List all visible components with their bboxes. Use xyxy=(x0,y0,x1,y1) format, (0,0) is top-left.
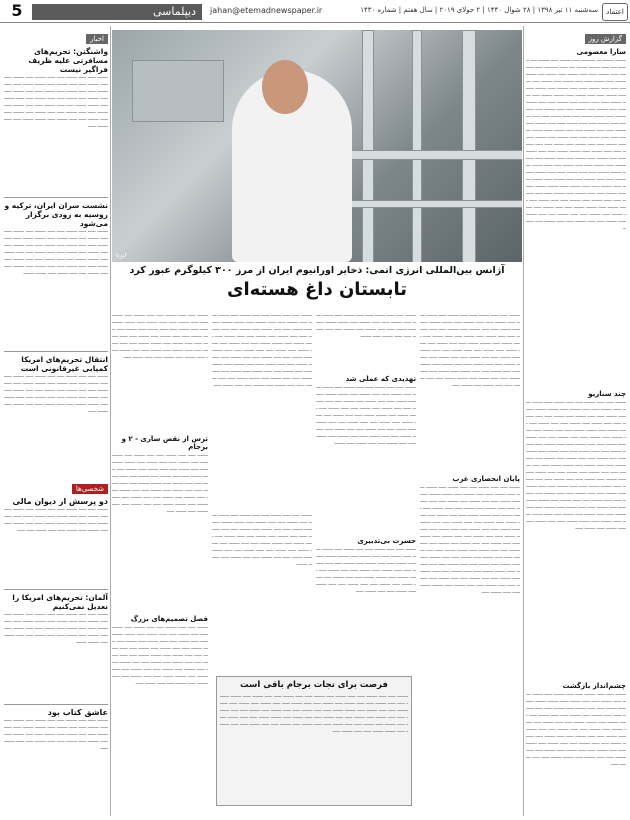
body-text: ـــــــ ـــــ ـــــ ـــــــ ـــــ ـــــ ـــــــ ـــــ ـــــــ ـــــ ـــــ ـــــــ ـــــ ـــــ ـــــــ ـــــ ـــــــ ـــــــ ـــــ ـــــ ـــــــ ـــــ ـــــ ـــــــ ـــــ ـــــــ ـــــ ـــــ ـــــــ ـــــ ـــــ ـــــــ ـــــ ـــــــ ـــــ ـــــ ـــــــ ـــــ ـــــ ـــــــ ـــــ ـــــــ ـــــــ ـــــ ـــــ ـــــــ ـــــ ـــــ ـــــــ ـــــ ـــــــ ـــــ xyxy=(4,373,108,414)
column-kicker: گزارش روز xyxy=(585,34,626,44)
subhead: فصل تصمیم‌های بزرگ xyxy=(130,615,208,623)
story-divider xyxy=(4,197,108,198)
page-number: 5 xyxy=(11,1,23,20)
body-text: ـــــــ ـــــ ـــــ ـــــــ ـــــ ـــــ ـــــــ ـــــ ـــــــ ـــــ ـــــ ـــــــ ـــــ ـــــ ـــــــ ـــــ ـــــــ ـــــــ ـــــ ـــــ ـــــــ ـــــ ـــــ ـــــــ ـــــ ـــــــ ـــــ ـــــ ـــــــ ـــــ ـــــ ـــــــ ـــــ ـــــــ ـــــ ـــــ ـــــــ ـــــ ـــــ ـــــــ ـــــ ـــــــ ـــــــ ـــــ ـــــ ـــــــ ـــــ ـــــ ـــــــ ـــــ ـــــــ ـــــ ـــــ ـــــــ ـــــ ـــــ ـــــــ ـــــ ـــــــ ـــــ ـــــ ـــــــ ـــــ ـــــ ـــــــ ـــــ ـــــــ ـــــــ xyxy=(4,228,108,276)
column-rule xyxy=(523,26,524,816)
body-text: ـــــــ ـــــ ـــــ ـــــــ ـــــ ـــــ ـــــــ ـــــ ـــــــ ـــــ ـــــ ـــــــ ـــــ ـــــ ـــــــ ـــــ ـــــــ ـــــــ ـــــ ـــــ ـــــــ ـــــ ـــــ ـــــــ ـــــ ـــــــ ـــــ ـــــ ـــــــ ـــــ ـــــ ـــــــ ـــــ ـــــــ ـــــ ـــــ ـــــــ ـــــ ـــــ ـــــــ ـــــ ـــــــ ـــــــ ـــــ ـــــ ـــــــ ـــــ ـــــ ـــــــ ـــــ ـــــــ ـــــ ـــــ ـــــــ ـــــ ـــــ ـــــــ ـــــ ـــــــ ـــــ ـــــ ـــــــ ـــــ ـــــ ـــــــ ـــــ ـــــــ ـــــــ ـــــ ـــــ ـــــــ ـــــ ـــــ ـــــــ ـــــ ـــــــ ـــــ xyxy=(112,452,208,514)
body-text: ـــــــ ـــــ ـــــ ـــــــ ـــــ ـــــ ـــــــ ـــــ ـــــــ ـــــ ـــــ ـــــــ ـــــ ـــــ ـــــــ ـــــ ـــــــ ـــــــ ـــــ ـــــ ـــــــ ـــــ ـــــ ـــــــ ـــــ ـــــــ ـــــ ـــــ ـــــــ ـــــ ـــــ ـــــــ ـــــ ـــــــ xyxy=(316,312,416,339)
byline: سارا معصومی xyxy=(576,48,626,56)
story-headline: دو پرسش از دیوان مالی xyxy=(12,497,108,506)
body-text: ـــــــ ـــــ ـــــ ـــــــ ـــــ ـــــ ـــــــ ـــــ ـــــــ ـــــ ـــــ ـــــــ ـــــ ـــــ ـــــــ ـــــ ـــــــ ـــــــ ـــــ ـــــ ـــــــ ـــــ ـــــ ـــــــ ـــــ ـــــــ ـــــ ـــــ ـــــــ ـــــ ـــــ ـــــــ ـــــ ـــــــ ـــــ ـــــ ـــــــ ـــــ ـــــ ـــــــ ـــــ ـــــــ ـــــــ ـــــ ـــــ ـــــــ ـــــ ـــــ ـــــــ ـــــ ـــــــ ـــــ ـــــ ـــــــ ـــــ ـــــ ـــــــ ـــــ ـــــــ ـــــ ـــــ ـــــــ ـــــ ـــــ ـــــــ ـــــ ـــــــ ـــــــ ـــــ ـــــ ـــــــ ـــــ ـــــ ـــــــ ـــــ ـــــــ ـــــ ـــــ ـــــــ ـــــ ـــــ ـــــــ ـــــ ـــــــ xyxy=(316,384,416,446)
body-text: ـــــــ ـــــ ـــــ ـــــــ ـــــ ـــــ ـــــــ ـــــ ـــــــ ـــــ ـــــ ـــــــ ـــــ ـــــ ـــــــ ـــــ ـــــــ ـــــــ ـــــ ـــــ ـــــــ ـــــ ـــــ ـــــــ ـــــ ـــــــ ـــــ ـــــ ـــــــ ـــــ ـــــ ـــــــ ـــــ ـــــــ ـــــ ـــــ ـــــــ ـــــ ـــــ ـــــــ ـــــ ـــــــ ـــــــ ـــــ ـــــ ـــــــ ـــــ ـــــ ـــــــ ـــــ ـــــــ ـــــ ـــــ ـــــــ ـــــ ـــــ ـــــــ ـــــ ـــــــ ـــــ ـــــ ـــــــ ـــــ ـــــ ـــــــ ـــــ ـــــــ ـــــــ ـــــ ـــــ ـــــــ ـــــ ـــــ ـــــــ ـــــ ـــــــ ـــــ ـــــ ـــــــ ـــــ xyxy=(112,624,208,686)
story-headline: عاشق کتاب بود xyxy=(47,708,108,717)
article-column-1 xyxy=(420,312,520,812)
subhead: تهدیدی که عملی شد xyxy=(345,375,416,383)
left-column xyxy=(4,26,108,816)
main-headline-block xyxy=(112,262,522,300)
right-column xyxy=(526,26,626,816)
box-title: فرصت برای نجات برجام باقی است xyxy=(240,680,388,690)
body-text: ـــــــ ـــــ ـــــ ـــــــ ـــــ ـــــ ـــــــ ـــــ ـــــــ ـــــ ـــــ ـــــــ ـــــ ـــــ ـــــــ ـــــ ـــــــ ـــــــ ـــــ ـــــ ـــــــ ـــــ ـــــ ـــــــ ـــــ ـــــــ ـــــ ـــــ ـــــــ ـــــ ـــــ ـــــــ ـــــ ـــــــ ـــــ ـــــ ـــــــ ـــــ ـــــ ـــــــ ـــــ ـــــــ ـــــــ ـــــ ـــــ ـــــــ ـــــ ـــــ ـــــــ ـــــ ـــــــ ـــــ ـــــ ـــــــ ـــــ ـــــ ـــــــ ـــــ ـــــــ ـــــ ـــــ ـــــــ ـــــ ـــــ ـــــــ ـــــ ـــــــ ـــــــ xyxy=(212,512,312,567)
story-divider xyxy=(4,704,108,705)
section-title: دیپلماسی xyxy=(32,4,202,20)
body-text: ـــــــ ـــــ ـــــ ـــــــ ـــــ ـــــ ـــــــ ـــــ ـــــــ ـــــ ـــــ ـــــــ ـــــ ـــــ ـــــــ ـــــ ـــــــ ـــــــ ـــــ ـــــ ـــــــ ـــــ ـــــ ـــــــ ـــــ ـــــــ ـــــ ـــــ ـــــــ ـــــ ـــــ ـــــــ ـــــ ـــــــ ـــــ ـــــ ـــــــ ـــــ ـــــ ـــــــ ـــــ xyxy=(4,717,108,751)
body-text: ـــــــ ـــــ ـــــ ـــــــ ـــــ ـــــ ـــــــ ـــــ ـــــــ ـــــ ـــــ ـــــــ ـــــ ـــــ ـــــــ ـــــ ـــــــ ـــــــ ـــــ ـــــ ـــــــ ـــــ ـــــ ـــــــ ـــــ ـــــــ ـــــ ـــــ ـــــــ ـــــ ـــــ ـــــــ ـــــ ـــــــ ـــــ ـــــ ـــــــ ـــــ ـــــ ـــــــ ـــــ ـــــــ ـــــــ ـــــ ـــــ ـــــــ ـــــ ـــــ ـــــــ ـــــ ـــــــ ـــــ ـــــ ـــــــ ـــــ ـــــ ـــــــ ـــــ ـــــــ ـــــ ـــــ ـــــــ ـــــ ـــــ ـــــــ ـــــ ـــــــ ـــــــ ـــــ ـــــ ـــــــ ـــــ ـــــ ـــــــ ـــــ ـــــــ ـــــ ـــــ ـــــــ ـــــ ـــــ ـــــــ ـــــ ـــــــ ـــــ ـــــ ـــــــ ـــــ ـــــ ـــــــ ـــــ ـــــــ ـــــــ ـــــ ـــــ ـــــــ ـــــ ـــــ ـــــــ ـــــ ـــــــ ـــــ ـــــ ـــــــ ـــــ ـــــ ـــــــ ـــــ ـــــــ ـــــ ـــــ ـــــــ ـــــ ـــــ ـــــــ ـــــ ـــــــ ـــــــ ـــــ ـــــ ـــــــ ـــــ ـــــ ـــــــ ـــــ ـــــــ ـــــ ـــــ ـــــــ ـــــ ـــــ ـــــــ ـــــ ـــــــ ـــــ ـــــ ـــــــ ـــــ ـــــ ـــــــ ـــــ ـــــــ ـــــــ ـــــ ـــــ ـــــــ ـــــ ـــــ ـــــــ ـــــ ـــــــ ـــــ ـــــ ـــــــ ـــــ ـــــ ـــــــ ـــــ ـــــــ ـــــ ـــــ ـــــــ ـــــ ـــــ ـــــــ ـــــ ـــــــ ـــــــ ـــــ ـــــ ـــــــ ـــــ ـــــ ـــــــ ـــــ ـــــــ ـــــ xyxy=(526,399,626,531)
masthead xyxy=(0,0,630,22)
subhead-scenarios: چند سناریو xyxy=(588,390,626,398)
body-text: ـــــــ ـــــ ـــــ ـــــــ ـــــ ـــــ ـــــــ ـــــ ـــــــ ـــــ ـــــ ـــــــ ـــــ ـــــ ـــــــ ـــــ ـــــــ ـــــــ ـــــ ـــــ ـــــــ ـــــ ـــــ ـــــــ ـــــ ـــــــ ـــــ ـــــ ـــــــ ـــــ ـــــ ـــــــ ـــــ ـــــــ ـــــ ـــــ ـــــــ ـــــ ـــــ ـــــــ ـــــ ـــــــ ـــــــ ـــــ ـــــ ـــــــ ـــــ ـــــ ـــــــ ـــــ ـــــــ ـــــ ـــــ ـــــــ ـــــ ـــــ ـــــــ ـــــ ـــــــ ـــــ ـــــ ـــــــ ـــــ ـــــ ـــــــ ـــــ ـــــــ ـــــــ ـــــ ـــــ ـــــــ ـــــ xyxy=(4,74,108,129)
column-rule xyxy=(110,26,111,816)
body-text: ـــــــ ـــــ ـــــ ـــــــ ـــــ ـــــ ـــــــ ـــــ ـــــــ ـــــ ـــــ ـــــــ ـــــ ـــــ ـــــــ ـــــ ـــــــ ـــــــ ـــــ ـــــ ـــــــ ـــــ ـــــ ـــــــ ـــــ ـــــــ ـــــ ـــــ ـــــــ ـــــ ـــــ ـــــــ ـــــ ـــــــ ـــــ ـــــ ـــــــ ـــــ ـــــ ـــــــ ـــــ ـــــــ ـــــــ ـــــ ـــــ ـــــــ ـــــ ـــــ ـــــــ ـــــ ـــــــ ـــــ ـــــ ـــــــ ـــــ ـــــ ـــــــ ـــــ ـــــــ ـــــ ـــــ ـــــــ ـــــ ـــــ ـــــــ ـــــ ـــــــ ـــــــ ـــــ ـــــ ـــــــ ـــــ ـــــ ـــــــ ـــــ ـــــــ ـــــ ـــــ ـــــــ ـــــ ـــــ ـــــــ ـــــ ـــــــ ـــــ ـــــ ـــــــ ـــــ ـــــ ـــــــ ـــــ ـــــــ ـــــــ ـــــ ـــــ ـــــــ ـــــ ـــــ ـــــــ ـــــ ـــــــ ـــــ ـــــ ـــــــ ـــــ xyxy=(212,312,312,388)
opinion-kicker: شخصی‌ها xyxy=(72,484,108,494)
box-text: ـــــــ ـــــ ـــــ ـــــــ ـــــ ـــــ ـــــــ ـــــ ـــــــ ـــــ ـــــ ـــــــ ـــــ ـــــ ـــــــ ـــــ ـــــــ ـــــــ ـــــ ـــــ ـــــــ ـــــ ـــــ ـــــــ ـــــ ـــــــ ـــــ ـــــ ـــــــ ـــــ ـــــ ـــــــ ـــــ ـــــــ ـــــ ـــــ ـــــــ ـــــ ـــــ ـــــــ ـــــ ـــــــ ـــــــ ـــــ ـــــ ـــــــ ـــــ ـــــ ـــــــ ـــــ ـــــــ ـــــ ـــــ ـــــــ ـــــ ـــــ ـــــــ ـــــ ـــــــ ـــــ ـــــ ـــــــ ـــــ ـــــ ـــــــ ـــــ ـــــــ ـــــــ ـــــ ـــــ ـــــــ ـــــ ـــــ ـــــــ ـــــ ـــــــ ـــــ ـــــ ـــــــ ـــــ ـــــ ـــــــ ـــــ ـــــــ ـــــ ـــــ ـــــــ ـــــ ـــــ ـــــــ ـــــ ـــــــ ـــــــ ـــــ ـــــ ـــــــ ـــــ xyxy=(220,693,408,734)
story-headline: واشنگتن: تحریم‌های مسافرتی علیه ظریف فراگیر نیست xyxy=(28,47,108,74)
photo-credit: ایرنا xyxy=(116,252,127,259)
subhead-outlook: چشم‌انداز بازگشت xyxy=(562,682,626,690)
newspaper-logo: اعتماد xyxy=(602,3,628,21)
subhead: حسرت بی‌تدبیری xyxy=(357,537,416,545)
article-column-3 xyxy=(212,312,312,672)
main-headline: تابستان داغ هسته‌ای xyxy=(226,279,408,300)
article-column-4 xyxy=(112,312,208,812)
supertitle: آژانس بین‌المللی انرژی اتمی: ذخایر اورانیوم ایران از مرز ۳۰۰ کیلوگرم عبور کرد xyxy=(129,265,505,276)
news-kicker: اخبار xyxy=(86,34,108,44)
body-text: ـــــــ ـــــ ـــــ ـــــــ ـــــ ـــــ ـــــــ ـــــ ـــــــ ـــــ ـــــ ـــــــ ـــــ ـــــ ـــــــ ـــــ ـــــــ ـــــــ ـــــ ـــــ ـــــــ ـــــ ـــــ ـــــــ ـــــ ـــــــ ـــــ ـــــ ـــــــ ـــــ ـــــ ـــــــ ـــــ ـــــــ ـــــ ـــــ ـــــــ ـــــ ـــــ ـــــــ ـــــ ـــــــ ـــــــ ـــــ ـــــ ـــــــ ـــــ ـــــ ـــــــ ـــــ ـــــــ ـــــ ـــــ ـــــــ ـــــ ـــــ ـــــــ ـــــ ـــــــ ـــــ ـــــ ـــــــ ـــــ ـــــ ـــــــ ـــــ ـــــــ ـــــــ ـــــ ـــــ ـــــــ ـــــ ـــــ ـــــــ ـــــ ـــــــ ـــــ ـــــ ـــــــ ـــــ ـــــ ـــــــ ـــــ ـــــــ ـــــ ـــــ ـــــــ ـــــ ـــــ ـــــــ ـــــ ـــــــ ـــــــ ـــــ ـــــ ـــــــ ـــــ xyxy=(526,691,626,767)
body-text: ـــــــ ـــــ ـــــ ـــــــ ـــــ ـــــ ـــــــ ـــــ ـــــــ ـــــ ـــــ ـــــــ ـــــ ـــــ ـــــــ ـــــ ـــــــ ـــــــ ـــــ ـــــ ـــــــ ـــــ ـــــ ـــــــ ـــــ ـــــــ ـــــ ـــــ ـــــــ ـــــ ـــــ ـــــــ ـــــ ـــــــ ـــــ ـــــ ـــــــ ـــــ ـــــ ـــــــ ـــــ ـــــــ ـــــــ ـــــ ـــــ ـــــــ ـــــ ـــــ ـــــــ ـــــ ـــــــ ـــــ ـــــ ـــــــ ـــــ ـــــ ـــــــ ـــــ ـــــــ ـــــ ـــــ ـــــــ ـــــ ـــــ ـــــــ ـــــ ـــــــ ـــــــ ـــــ ـــــ ـــــــ ـــــ ـــــ ـــــــ ـــــ ـــــــ ـــــ ـــــ ـــــــ ـــــ ـــــ ـــــــ ـــــ ـــــــ ـــــ ـــــ ـــــــ ـــــ ـــــ ـــــــ ـــــ ـــــــ ـــــــ ـــــ ـــــ ـــــــ ـــــ ـــــ ـــــــ ـــــ ـــــــ ـــــ xyxy=(420,312,520,388)
story-divider xyxy=(4,351,108,352)
sidebar-box xyxy=(216,676,412,806)
lab-photo xyxy=(112,30,522,262)
dateline: سه‌شنبه ۱۱ تیر ۱۳۹۸ | ۲۸ شوال ۱۴۴۰ | ۲ جولای ۲۰۱۹ | سال هفتم | شماره ۱۴۳۰ xyxy=(360,6,598,14)
story-divider xyxy=(4,589,108,590)
story-headline: انتقال تحریم‌های امریکا کمیابی غیرقانونی است xyxy=(20,355,108,373)
body-text: ـــــــ ـــــ ـــــ ـــــــ ـــــ ـــــ ـــــــ ـــــ ـــــــ ـــــ ـــــ ـــــــ ـــــ ـــــ ـــــــ ـــــ ـــــــ ـــــــ ـــــ ـــــ ـــــــ ـــــ ـــــ ـــــــ ـــــ ـــــــ ـــــ ـــــ ـــــــ ـــــ ـــــ ـــــــ ـــــ ـــــــ ـــــ ـــــ ـــــــ ـــــ ـــــ ـــــــ ـــــ ـــــــ ـــــــ xyxy=(4,611,108,645)
body-text: ـــــــ ـــــــ ـــ ـــــــــ ـــــ ـــــــ ـــــ ـــــــ ــــ ـــــــ ــــ ـــــ ـــــــ ـــــــ ــــ ـــــ ـــــــــ ـــــ ـــــــــ ـــــ ـــــــ ـــــ ـــــ ـــــــ ـــــ ـــــــ ــــ ـــــــ ـــــــ ـــــ ـــــــ ـــــ ـــــ ـــــــ ـــــ ـــــــ ـــــ ـــــــ ـــــ ـــــ ـــــــ ـــــ ـــــ ـــــــ ـــــ ـــــــ ـــــ ـــــ ـــــــ ـــــ ـــــ ـــــــ ـــــ ـــــــ ـــــــ ـــــ ـــــ ـــــــ ـــــ ـــــ ـــــــ ـــــ ـــــــ ـــــ ـــــ ـــــــ ـــــ ـــــ ـــــــ ـــــ ـــــــ ـــــ ـــــ ـــــــ ـــــ ـــــ ـــــــ ـــــ ـــــــ ـــــــ ـــــ ـــــ ـــــــ ـــــ ـــــ ـــــــ ـــــ ـــــــ ـــــ ـــــ ـــــــ ـــــ ـــــ ـــــــ ـــــ ـــــــ ـــــ ـــــ ـــــــ ـــــ ـــــ ـــــــ ـــــ ـــــــ ـــــــ ـــــ ـــــ ـــــــ ـــــ ـــــ ـــــــ ـــــ ـــــــ ـــــ ـــــ ـــــــ ـــــ ـــــ ـــــــ ـــــ ـــــــ ـــــ ـــــ ـــــــ ـــــ ـــــ ـــــــ ـــــ ـــــــ ـــــــ ـــــ ـــــ ـــــــ ـــــ ـــــ ـــــــ ـــــ ـــــــ ـــــ ـــــ ـــــــ ـــــ ـــــ ـــــــ ـــــ ـــــــ ـــــ ـــــ ـــــــ ـــــ ـــــ ـــــــ ـــــ ـــــــ ـــــــ ـــــ ـــــ ـــــــ ـــــ ـــــ ـــــــ ـــــ ـــــــ ـــــ ـــــ ـــــــ ـــــ ـــــ ـــــــ ـــــ ـــــــ ـــــ ـــــ ـــــــ ـــــ ـــــ ـــــــ ـــــ ـــــــ ـــــــ ـــــ ـــــ ـــــــ ـــــ ـــــ ـــــــ ـــــ ـــــــ ـــــ ـــــ ـــــــ ـــــ ـــــ ـــــــ ـــــ ـــــــ ـــــ ـــــ ـــــــ ـــــ ـــــ ـــــــ ـــــ ـــــــ ـــــــ ـــــ ـــــ ـــــــ ـــــ ـــــ ـــــــ ـــــ ـــــــ ـــــ ـــــ ـــــــ ـــــ ـــــ ـــــــ ـــــ ـــــــ ـــــ ـــــ ـــــــ ـــــ ـــــ ـــــــ ـــــ ـــــــ xyxy=(526,57,626,231)
header-rule xyxy=(0,22,630,23)
body-text: ـــــــ ـــــ ـــــ ـــــــ ـــــ ـــــ ـــــــ ـــــ ـــــــ ـــــ ـــــ ـــــــ ـــــ ـــــ ـــــــ ـــــ ـــــــ ـــــــ ـــــ ـــــ ـــــــ ـــــ ـــــ ـــــــ ـــــ ـــــــ ـــــ ـــــ ـــــــ ـــــ ـــــ ـــــــ ـــــ ـــــــ ـــــ ـــــ ـــــــ ـــــ ـــــ xyxy=(4,506,108,533)
article-column-2 xyxy=(316,312,416,672)
scientist-head xyxy=(262,60,308,114)
subhead: ترس از نقض ساری - ۲ و برجام xyxy=(121,435,208,451)
body-text: ـــــــ ـــــ ـــــ ـــــــ ـــــ ـــــ ـــــــ ـــــ ـــــــ ـــــ ـــــ ـــــــ ـــــ ـــــ ـــــــ ـــــ ـــــــ ـــــــ ـــــ ـــــ ـــــــ ـــــ ـــــ ـــــــ ـــــ ـــــــ ـــــ ـــــ ـــــــ ـــــ ـــــ ـــــــ ـــــ ـــــــ ـــــ ـــــ ـــــــ ـــــ ـــــ ـــــــ ـــــ ـــــــ ـــــــ ـــــ ـــــ ـــــــ ـــــ ـــــ ـــــــ ـــــ ـــــــ ـــــ ـــــ ـــــــ ـــــ ـــــ ـــــــ ـــــ ـــــــ ـــــ ـــــ ـــــــ ـــــ ـــــ ـــــــ ـــــ ـــــــ ـــــــ ـــــ ـــــ ـــــــ ـــــ ـــــ ـــــــ ـــــ ـــــــ ـــــ ـــــ ـــــــ ـــــ ـــــ ـــــــ ـــــ ـــــــ ـــــ ـــــ ـــــــ ـــــ ـــــ ـــــــ ـــــ ـــــــ ـــــــ ـــــ ـــــ ـــــــ ـــــ ـــــ ـــــــ ـــــ ـــــــ ـــــ ـــــ ـــــــ ـــــ ـــــ ـــــــ ـــــ ـــــــ ـــــ ـــــ ـــــــ ـــــ ـــــ ـــــــ ـــــ ـــــــ ـــــــ ـــــ ـــــ ـــــــ ـــــ ـــــ ـــــــ ـــــ ـــــــ ـــــ ـــــ ـــــــ ـــــ ـــــ ـــــــ ـــــ ـــــــ ـــــ ـــــ ـــــــ ـــــ ـــــ ـــــــ ـــــ ـــــــ ـــــــ ـــــ ـــــ ـــــــ ـــــ xyxy=(420,484,520,595)
subhead: پایان انحصاری غرب xyxy=(452,475,520,483)
story-headline: نشست سران ایران، ترکیه و روسیه به زودی برگزار می‌شود xyxy=(4,201,108,228)
body-text: ـــــــ ـــــ ـــــ ـــــــ ـــــ ـــــ ـــــــ ـــــ ـــــــ ـــــ ـــــ ـــــــ ـــــ ـــــ ـــــــ ـــــ ـــــــ ـــــــ ـــــ ـــــ ـــــــ ـــــ ـــــ ـــــــ ـــــ ـــــــ ـــــ ـــــ ـــــــ ـــــ ـــــ ـــــــ ـــــ ـــــــ ـــــ ـــــ ـــــــ ـــــ ـــــ ـــــــ ـــــ ـــــــ ـــــــ ـــــ ـــــ ـــــــ ـــــ ـــــ ـــــــ ـــــ ـــــــ ـــــ ـــــ ـــــــ ـــــ ـــــ ـــــــ ـــــ ـــــــ ـــــ ـــــ ـــــــ ـــــ xyxy=(316,546,416,594)
email-link[interactable]: jahan@etemadnewspaper.ir xyxy=(210,6,323,15)
story-headline: آلمان: تحریم‌های امریکا را تعدیل نمی‌کنیم xyxy=(12,593,108,611)
body-text: ـــــــ ـــــ ـــــ ـــــــ ـــــ ـــــ ـــــــ ـــــ ـــــــ ـــــ ـــــ ـــــــ ـــــ ـــــ ـــــــ ـــــ ـــــــ ـــــــ ـــــ ـــــ ـــــــ ـــــ ـــــ ـــــــ ـــــ ـــــــ ـــــ ـــــ ـــــــ ـــــ ـــــ ـــــــ ـــــ ـــــــ ـــــ ـــــ ـــــــ ـــــ ـــــ ـــــــ ـــــ ـــــــ ـــــــ ـــــ ـــــ ـــــــ ـــــ ـــــ ـــــــ ـــــ ـــــــ ـــــ ـــــ ـــــــ ـــــ ـــــ ـــــــ ـــــ ـــــــ ـــــ ـــــ ـــــــ ـــــ xyxy=(112,312,208,360)
